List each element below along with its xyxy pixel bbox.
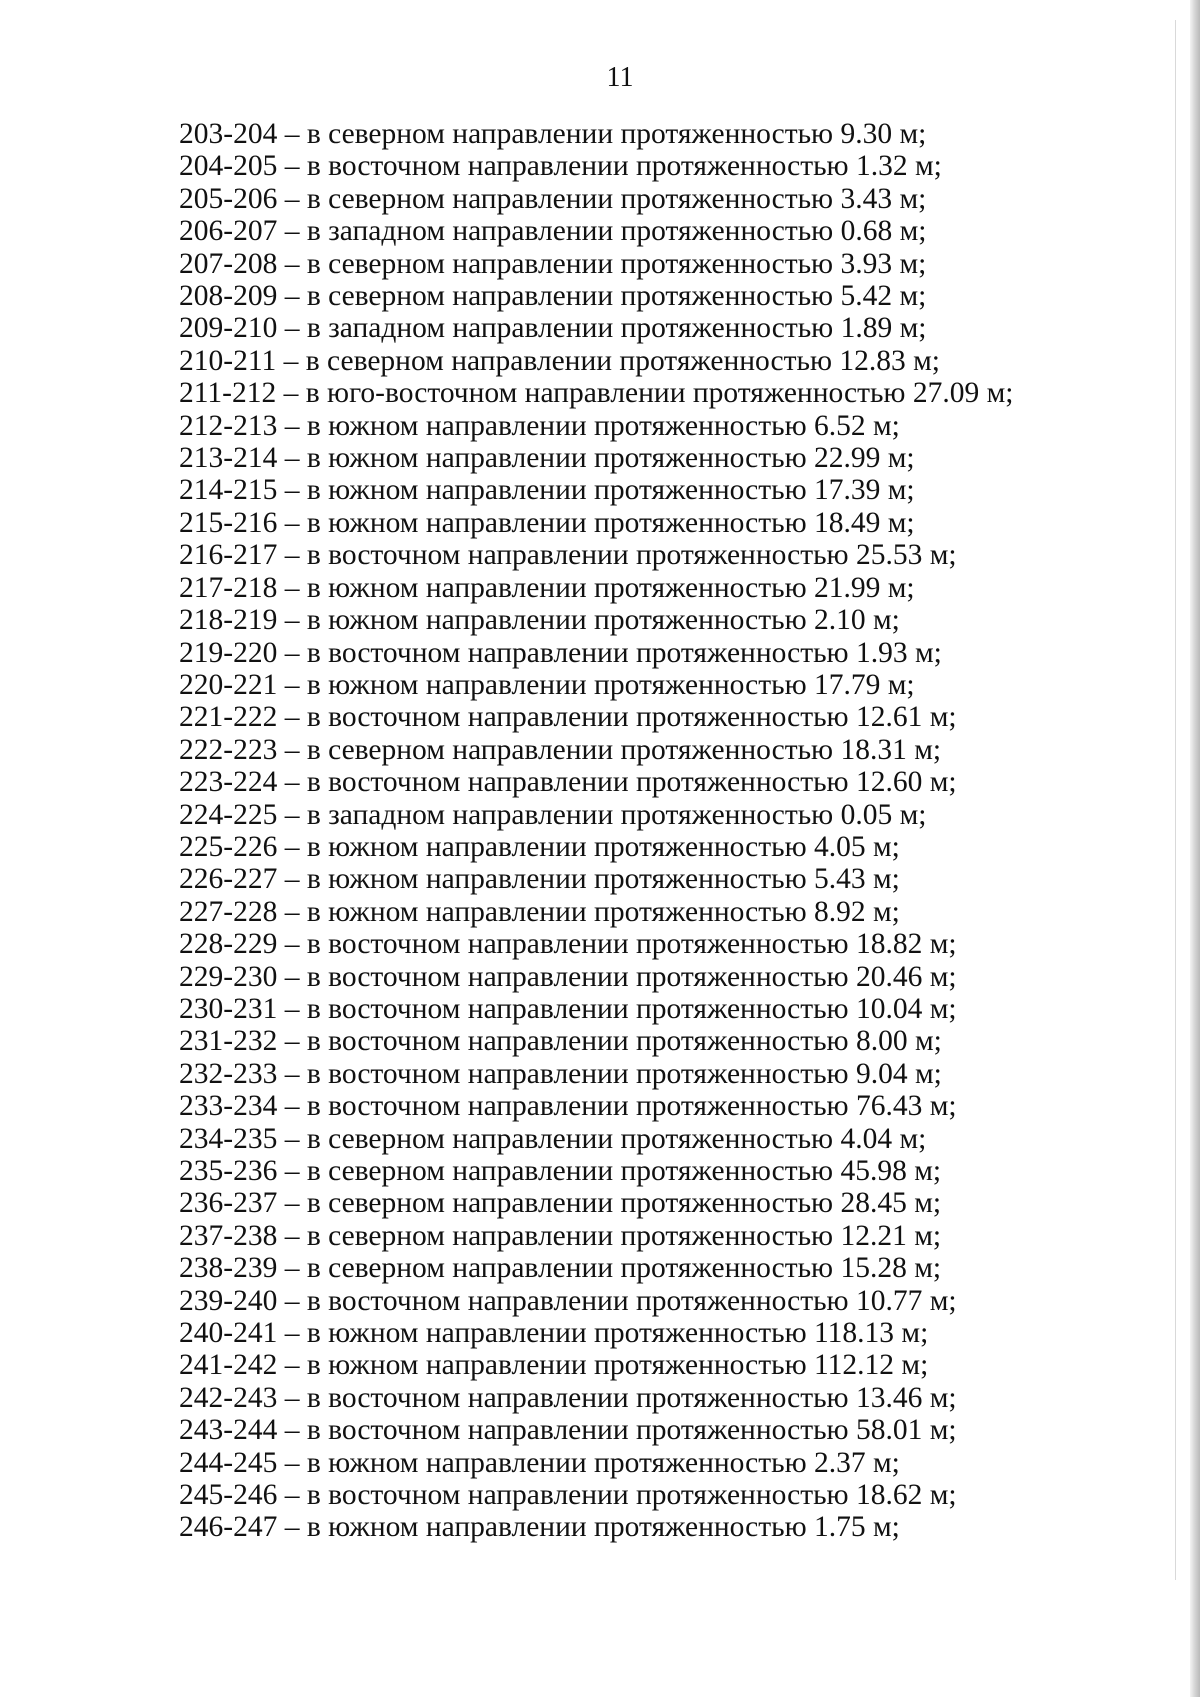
boundary-segment-line: 241-242 – в южном направлении протяженностью 112.12 м; (179, 1349, 929, 1382)
boundary-segment-line: 230-231 – в восточном направлении протяженностью 10.04 м; (179, 992, 957, 1025)
boundary-segment-line: 204-205 – в восточном направлении протяженностью 1.32 м; (179, 150, 942, 183)
boundary-segment-line: 232-233 – в восточном направлении протяженностью 9.04 м; (179, 1057, 942, 1090)
boundary-segment-line: 237-238 – в северном направлении протяженностью 12.21 м; (179, 1219, 942, 1252)
boundary-segment-line: 205-206 – в северном направлении протяженностью 3.43 м; (179, 182, 927, 215)
page-number: 11 (606, 62, 634, 93)
boundary-segment-line: 227-228 – в южном направлении протяженностью 8.92 м; (179, 895, 900, 928)
boundary-segment-line: 224-225 – в западном направлении протяженностью 0.05 м; (179, 798, 927, 831)
boundary-segment-line: 214-215 – в южном направлении протяженностью 17.39 м; (179, 474, 915, 507)
boundary-segment-line: 239-240 – в восточном направлении протяженностью 10.77 м; (179, 1284, 957, 1317)
boundary-segment-line: 243-244 – в восточном направлении протяженностью 58.01 м; (179, 1414, 957, 1447)
boundary-segment-line: 228-229 – в восточном направлении протяженностью 18.82 м; (179, 928, 957, 961)
boundary-segment-line: 235-236 – в северном направлении протяженностью 45.98 м; (179, 1155, 942, 1187)
boundary-description-list (179, 118, 1139, 1544)
boundary-segment-line: 209-210 – в западном направлении протяженностью 1.89 м; (179, 312, 927, 345)
boundary-segment-line: 220-221 – в южном направлении протяженностью 17.79 м; (179, 668, 915, 701)
boundary-segment-line: 215-216 – в южном направлении протяженностью 18.49 м; (179, 506, 915, 539)
boundary-segment-line: 242-243 – в восточном направлении протяженностью 13.46 м; (179, 1381, 957, 1414)
boundary-segment-line: 207-208 – в северном направлении протяженностью 3.93 м; (179, 247, 927, 280)
boundary-segment-line: 229-230 – в восточном направлении протяженностью 20.46 м; (179, 960, 957, 993)
boundary-segment-line: 216-217 – в восточном направлении протяженностью 25.53 м; (179, 539, 957, 572)
boundary-segment-line: 208-209 – в северном направлении протяженностью 5.42 м; (179, 280, 927, 313)
boundary-segment-line: 240-241 – в южном направлении протяженностью 118.13 м; (179, 1317, 929, 1350)
boundary-segment-line: 222-223 – в северном направлении протяженностью 18.31 м; (179, 733, 942, 766)
boundary-segment-line: 210-211 – в северном направлении протяженностью 12.83 м; (179, 344, 940, 377)
boundary-segment-line: 244-245 – в южном направлении протяженностью 2.37 м; (179, 1446, 900, 1479)
scan-edge-shadow (1190, 0, 1200, 1697)
boundary-segment-line: 219-220 – в восточном направлении протяженностью 1.93 м; (179, 636, 942, 669)
scan-artifact-line (1175, 20, 1176, 1580)
boundary-segment-line: 213-214 – в южном направлении протяженностью 22.99 м; (179, 442, 915, 475)
boundary-segment-line: 233-234 – в восточном направлении протяженностью 76.43 м; (179, 1090, 957, 1123)
boundary-segment-line: 231-232 – в восточном направлении протяженностью 8.00 м; (179, 1025, 942, 1058)
boundary-segment-line: 225-226 – в южном направлении протяженностью 4.05 м; (179, 830, 900, 863)
boundary-segment-line: 217-218 – в южном направлении протяженностью 21.99 м; (179, 571, 915, 604)
boundary-segment-line: 218-219 – в южном направлении протяженностью 2.10 м; (179, 604, 900, 637)
boundary-segment-line: 211-212 – в юго-восточном направлении протяженностью 27.09 м; (179, 377, 1014, 410)
boundary-segment-line: 223-224 – в восточном направлении протяженностью 12.60 м; (179, 766, 957, 799)
boundary-segment-line: 234-235 – в северном направлении протяженностью 4.04 м; (179, 1122, 927, 1155)
boundary-segment-line: 246-247 – в южном направлении протяженностью 1.75 м; (179, 1511, 900, 1544)
boundary-segment-line: 203-204 – в северном направлении протяженностью 9.30 м; (179, 118, 927, 150)
boundary-segment-line: 221-222 – в восточном направлении протяженностью 12.61 м; (179, 701, 957, 734)
boundary-segment-line: 206-207 – в западном направлении протяженностью 0.68 м; (179, 215, 927, 248)
boundary-segment-line: 236-237 – в северном направлении протяженностью 28.45 м; (179, 1187, 942, 1220)
boundary-segment-line: 238-239 – в северном направлении протяженностью 15.28 м; (179, 1252, 942, 1285)
boundary-segment-line: 212-213 – в южном направлении протяженностью 6.52 м; (179, 409, 900, 442)
boundary-segment-line: 226-227 – в южном направлении протяженностью 5.43 м; (179, 863, 900, 896)
boundary-segment-line: 245-246 – в восточном направлении протяженностью 18.62 м; (179, 1479, 957, 1512)
